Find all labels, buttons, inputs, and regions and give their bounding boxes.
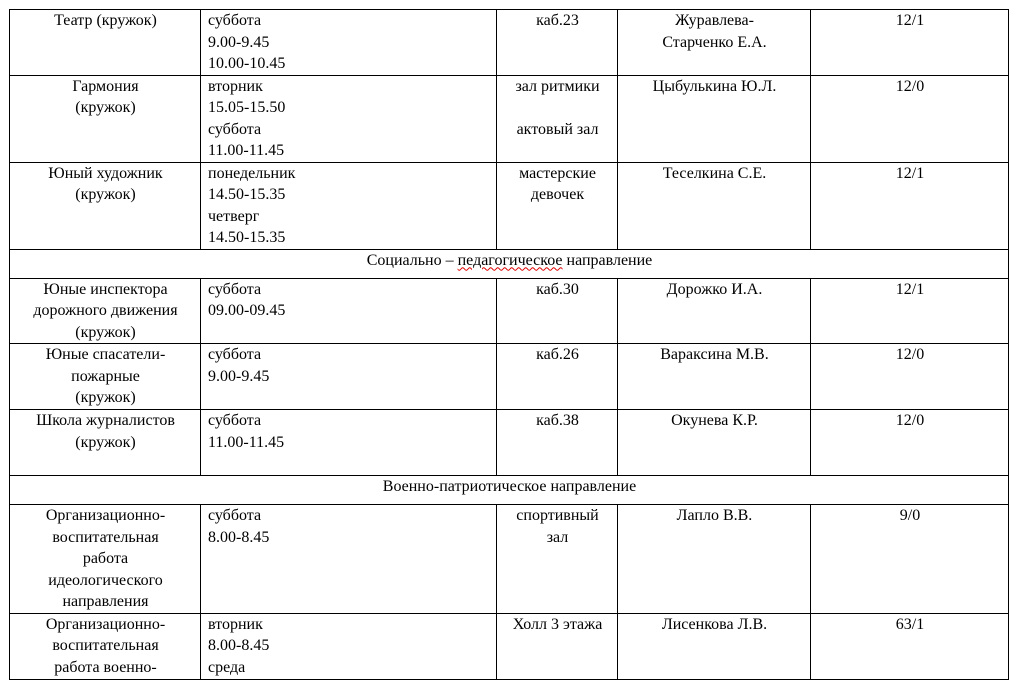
groups-cell: 12/1: [811, 10, 1009, 76]
section-row: [10, 249, 1009, 278]
activity-name-cell: Гармония (кружок): [10, 75, 201, 162]
room-cell: спортивный зал: [497, 505, 618, 614]
table-row: [10, 75, 1009, 162]
groups-cell: 12/0: [811, 75, 1009, 162]
groups-cell: 63/1: [811, 613, 1009, 679]
schedule-table: [9, 9, 1009, 680]
activity-name-cell: Организационно- воспитательная работа военно-: [10, 613, 201, 679]
room-cell: каб.38: [497, 410, 618, 476]
groups-cell: 12/1: [811, 162, 1009, 249]
teacher-cell: Цыбулькина Ю.Л.: [618, 75, 811, 162]
groups-cell: 12/0: [811, 410, 1009, 476]
table-row: [10, 410, 1009, 476]
room-cell: каб.30: [497, 278, 618, 344]
room-cell: каб.23: [497, 10, 618, 76]
schedule-cell: суббота 11.00-11.45: [201, 410, 497, 476]
schedule-cell: суббота 09.00-09.45: [201, 278, 497, 344]
teacher-cell: Теселкина С.Е.: [618, 162, 811, 249]
section-heading-military-patriotic: Военно-патриотическое направление: [10, 476, 1009, 505]
teacher-cell: Лисенкова Л.В.: [618, 613, 811, 679]
groups-cell: 9/0: [811, 505, 1009, 614]
schedule-cell: суббота 9.00-9.45: [201, 344, 497, 410]
table-row: [10, 162, 1009, 249]
teacher-cell: Лапло В.В.: [618, 505, 811, 614]
room-cell: Холл 3 этажа: [497, 613, 618, 679]
spellcheck-underlined-word: педагогическое: [457, 251, 563, 269]
table-row: [10, 278, 1009, 344]
table-row: [10, 344, 1009, 410]
room-cell: каб.26: [497, 344, 618, 410]
room-cell: мастерские девочек: [497, 162, 618, 249]
teacher-cell: Журавлева- Старченко Е.А.: [618, 10, 811, 76]
section-row: [10, 476, 1009, 505]
table-row: [10, 505, 1009, 614]
schedule-cell: понедельник 14.50-15.35 четверг 14.50-15.35: [201, 162, 497, 249]
schedule-cell: вторник 15.05-15.50 суббота 11.00-11.45: [201, 75, 497, 162]
activity-name-cell: Организационно- воспитательная работа идеологического направления: [10, 505, 201, 614]
activity-name-cell: Юный художник (кружок): [10, 162, 201, 249]
activity-name-cell: Школа журналистов (кружок): [10, 410, 201, 476]
activity-name-cell: Юные инспектора дорожного движения (кружок): [10, 278, 201, 344]
table-row: [10, 613, 1009, 679]
schedule-cell: суббота 8.00-8.45: [201, 505, 497, 614]
teacher-cell: Дорожко И.А.: [618, 278, 811, 344]
schedule-cell: суббота 9.00-9.45 10.00-10.45: [201, 10, 497, 76]
groups-cell: 12/1: [811, 278, 1009, 344]
room-cell: зал ритмики актовый зал: [497, 75, 618, 162]
teacher-cell: Вараксина М.В.: [618, 344, 811, 410]
section-heading-social-pedagogical: Социально – педагогическое направление: [10, 249, 1009, 278]
table-row: [10, 10, 1009, 76]
activity-name-cell: Театр (кружок): [10, 10, 201, 76]
groups-cell: 12/0: [811, 344, 1009, 410]
activity-name-cell: Юные спасатели- пожарные (кружок): [10, 344, 201, 410]
schedule-cell: вторник 8.00-8.45 среда: [201, 613, 497, 679]
teacher-cell: Окунева К.Р.: [618, 410, 811, 476]
